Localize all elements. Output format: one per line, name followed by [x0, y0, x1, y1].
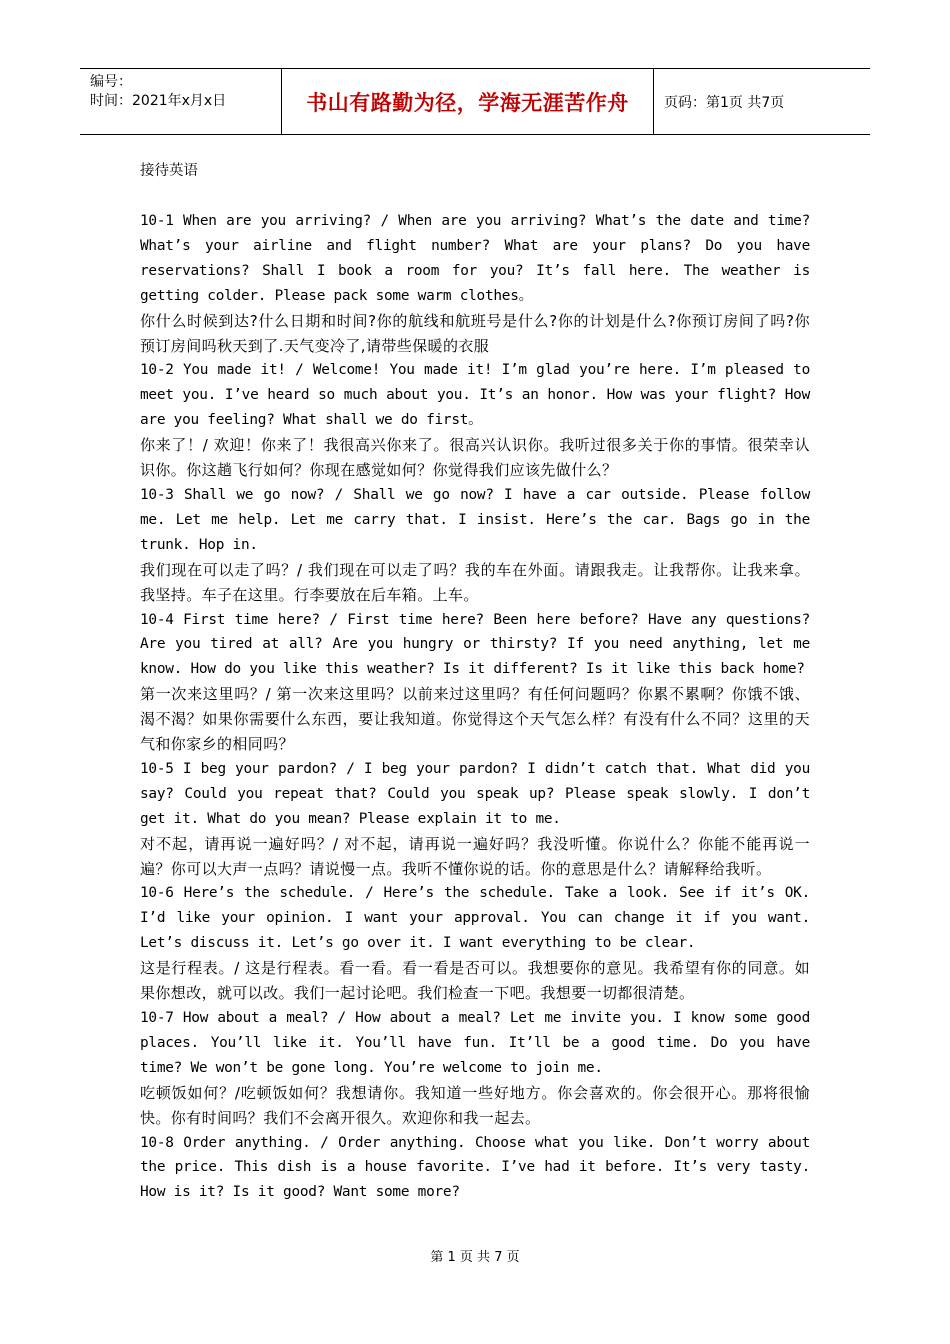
- document-body: [140, 159, 810, 1205]
- section-english: 10-3 Shall we go now? / Shall we go now? I have a car outside. Please follow me. Let me help. Let me carry that. I insist. Here’s the car. Bags go in the trunk. Hop in.: [140, 486, 810, 553]
- section-english: 10-5 I beg your pardon? / I beg your pardon? I didn’t catch that. What did you say? Could you repeat that? Could you speak up? Please speak slowly. I don’t get it. What do you mean? Please explain it to me.: [140, 760, 810, 827]
- page-footer: [0, 1246, 950, 1265]
- motto: 书山有路勤为径，学海无涯苦作舟: [306, 90, 629, 115]
- section-chinese: 对不起，请再说一遍好吗？/ 对不起，请再说一遍好吗？我没听懂。你说什么？你能不能再说一遍？你可以大声一点吗？请说慢一点。我听不懂你说的话。你的意思是什么？请解释给我听。: [140, 834, 810, 878]
- page-info: 页码：第1页 共7页: [664, 94, 785, 111]
- section-english: 10-6 Here’s the schedule. / Here’s the schedule. Take a look. See if it’s OK. I’d like your opinion. I want your approval. You can change it if you want. Let’s discuss it. Let’s go over it. I want everything to be clear.: [140, 885, 810, 952]
- footer-page-number: 第 1 页 共 7 页: [430, 1250, 520, 1265]
- section-english: 10-1 When are you arriving? / When are you arriving? What’s the date and time? What’s your airline and flight number? What are your plans? Do you have reservations? Shall I book a room for you? It’s fall here. The weather is getting colder. Please pack some warm clothes。: [140, 213, 810, 304]
- section-chinese: 我们现在可以走了吗？/ 我们现在可以走了吗？我的车在外面。请跟我走。让我帮你。让我来拿。我坚持。车子在这里。行李要放在后车箱。上车。: [140, 560, 810, 604]
- header-page-cell: [654, 69, 870, 134]
- section-chinese: 你什么时候到达?什么日期和时间?你的航线和航班号是什么?你的计划是什么?你预订房间了吗?你预订房间吗秋天到了.天气变冷了,请带些保暖的衣服: [140, 311, 810, 355]
- section-english: 10-2 You made it! / Welcome! You made it! I’m glad you’re here. I’m pleased to meet you. I’ve heard so much about you. It’s an honor. How was your flight? How are you feeling? What shall we do first。: [140, 362, 810, 429]
- section-english: 10-8 Order anything. / Order anything. Choose what you like. Don’t worry about the price. This dish is a house favorite. I’ve had it before. It’s very tasty. How is it? Is it good? Want some more?: [140, 1134, 810, 1201]
- section-english: 10-7 How about a meal? / How about a meal? Let me invite you. I know some good places. You’ll like it. You’ll have fun. It’ll be a good time. Do you have time? We won’t be gone long. You’re welcome to join me.: [140, 1010, 810, 1076]
- header-meta-cell: [80, 69, 282, 134]
- section-chinese: 吃顿饭如何？/吃顿饭如何？我想请你。我知道一些好地方。你会喜欢的。你会很开心。那将很愉快。你有时间吗？我们不会离开很久。欢迎你和我一起去。: [140, 1083, 810, 1127]
- date-line: 时间：2021年x月x日: [90, 93, 227, 109]
- document-title: 接待英语: [140, 163, 198, 179]
- header-table: [80, 68, 870, 135]
- section-chinese: 你来了！/ 欢迎！你来了！我很高兴你来了。很高兴认识你。我听过很多关于你的事情。很荣幸认识你。你这趟飞行如何？你现在感觉如何？你觉得我们应该先做什么？: [140, 436, 810, 480]
- header-motto-cell: [282, 69, 654, 134]
- section-english: 10-4 First time here? / First time here? Been here before? Have any questions? Are you tired at all? Are you hungry or thirsty? If you need anything, let me know. How do you like this weather? Is it different? Is it like this back home?: [140, 611, 810, 678]
- section-chinese: 第一次来这里吗？/ 第一次来这里吗？以前来过这里吗？有任何问题吗？你累不累啊？你饿不饿、渴不渴？如果你需要什么东西，要让我知道。你觉得这个天气怎么样？有没有什么不同？这里的天气和你家乡的相同吗？: [140, 685, 810, 754]
- section-chinese: 这是行程表。/ 这是行程表。看一看。看一看是否可以。我想要你的意见。我希望有你的同意。如果你想改，就可以改。我们一起讨论吧。我们检查一下吧。我想要一切都很清楚。: [140, 959, 810, 1003]
- serial-label: 编号：: [90, 74, 132, 90]
